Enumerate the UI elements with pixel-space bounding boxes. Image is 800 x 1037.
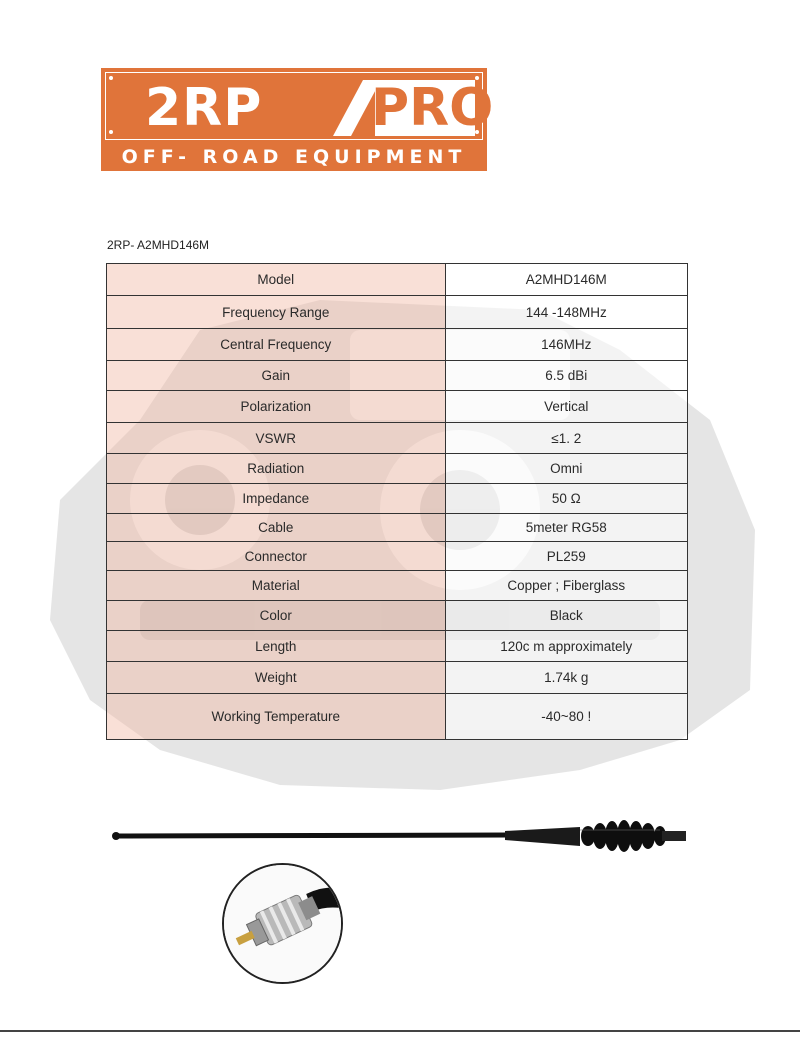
logo-text-right: PRO: [371, 78, 494, 138]
spec-label: Model: [107, 264, 446, 296]
spec-value: Omni: [445, 454, 687, 484]
spec-row: [107, 454, 688, 484]
spec-value: 1.74k g: [445, 662, 687, 694]
spec-label: Length: [107, 631, 446, 662]
pl259-connector-icon: [222, 863, 343, 984]
spec-value: 144 -148MHz: [445, 296, 687, 329]
spec-label: Central Frequency: [107, 329, 446, 361]
spec-value: 6.5 dBi: [445, 361, 687, 391]
spec-label: Working Temperature: [107, 694, 446, 740]
spec-label: Frequency Range: [107, 296, 446, 329]
antenna-whip-icon: [110, 818, 690, 858]
spec-label: Material: [107, 571, 446, 601]
spec-value: 5meter RG58: [445, 514, 687, 542]
spec-row: [107, 514, 688, 542]
spec-label: VSWR: [107, 423, 446, 454]
spec-row: [107, 484, 688, 514]
spec-label: Impedance: [107, 484, 446, 514]
spec-label: Connector: [107, 542, 446, 571]
spec-value: -40~80 !: [445, 694, 687, 740]
spec-value: 120c m approximately: [445, 631, 687, 662]
brand-logo: [101, 68, 494, 171]
spec-value: 146MHz: [445, 329, 687, 361]
spec-row: [107, 571, 688, 601]
spec-row: [107, 361, 688, 391]
logo-text-left: 2RP: [145, 78, 263, 138]
logo-rivet: [109, 76, 113, 80]
logo-tagline: OFF- ROAD EQUIPMENT: [121, 146, 467, 168]
spec-value: 50 Ω: [445, 484, 687, 514]
spec-row: [107, 296, 688, 329]
spec-label: Polarization: [107, 391, 446, 423]
page-bottom-rule: [0, 1030, 800, 1032]
spec-row: [107, 631, 688, 662]
spec-row: [107, 264, 688, 296]
spec-value: ≤1. 2: [445, 423, 687, 454]
spec-label: Cable: [107, 514, 446, 542]
spec-row: [107, 601, 688, 631]
spec-label: Gain: [107, 361, 446, 391]
spec-value: Vertical: [445, 391, 687, 423]
spec-value: A2MHD146M: [445, 264, 687, 296]
spec-table: [106, 263, 688, 740]
spec-row: [107, 542, 688, 571]
spec-label: Weight: [107, 662, 446, 694]
spec-row: [107, 662, 688, 694]
spec-row: [107, 391, 688, 423]
spec-label: Color: [107, 601, 446, 631]
model-code: 2RP- A2MHD146M: [107, 238, 210, 252]
spec-value: Copper ; Fiberglass: [445, 571, 687, 601]
spec-row: [107, 423, 688, 454]
spec-row: [107, 694, 688, 740]
spec-label: Radiation: [107, 454, 446, 484]
spec-row: [107, 329, 688, 361]
spec-value: Black: [445, 601, 687, 631]
logo-rivet: [109, 130, 113, 134]
spec-value: PL259: [445, 542, 687, 571]
